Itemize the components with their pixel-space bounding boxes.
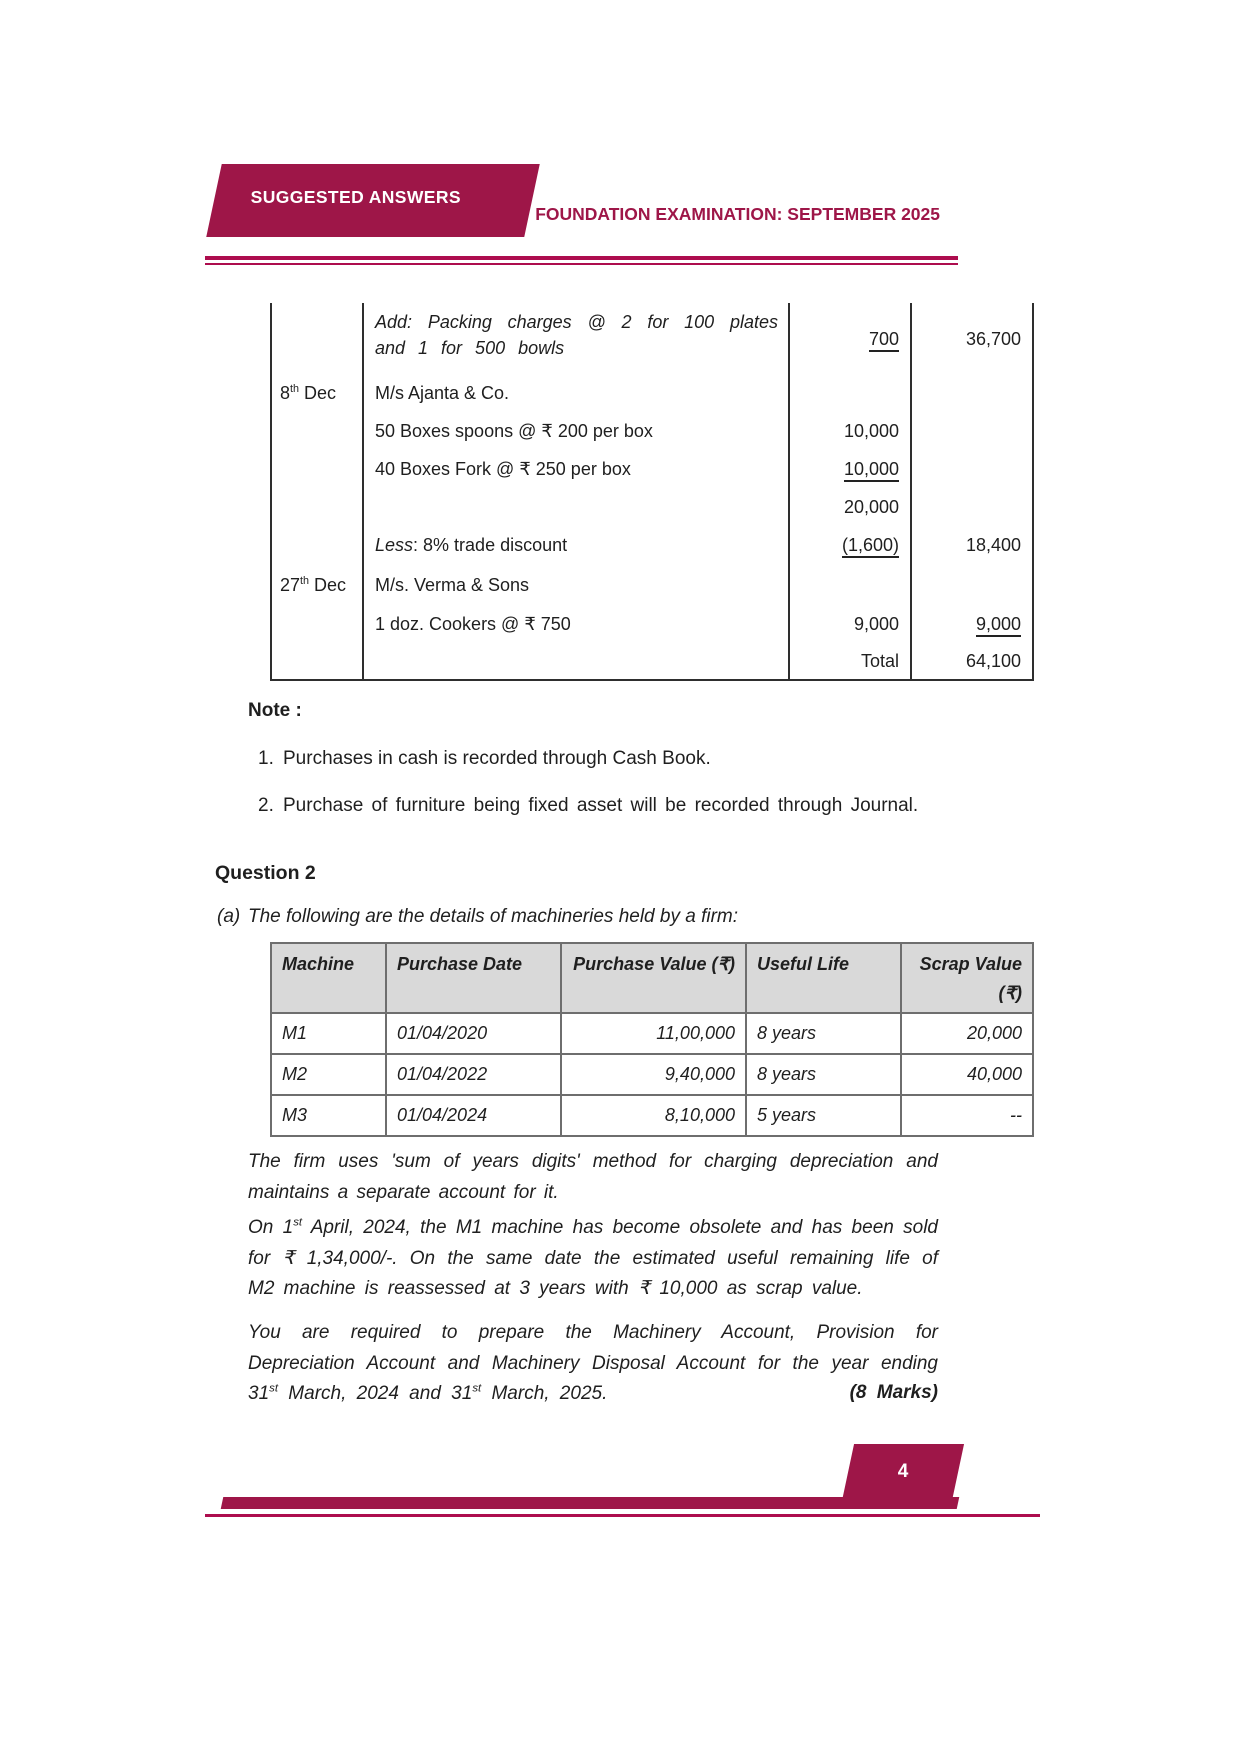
column-header: Purchase Date (386, 943, 561, 1013)
column-header: Useful Life (746, 943, 901, 1013)
scrap-value-cell: -- (901, 1095, 1033, 1136)
useful-life-cell: 5 years (746, 1095, 901, 1136)
particulars-cell: 40 Boxes Fork @ ₹ 250 per box (363, 450, 789, 488)
table-row (271, 1054, 1033, 1095)
particulars-cell: 1 doz. Cookers @ ₹ 750 (363, 605, 789, 643)
amount-underlined: (1,600) (842, 535, 899, 558)
machine-cell: M1 (271, 1013, 386, 1054)
machine-cell: M3 (271, 1095, 386, 1136)
amount-cell: 20,000 (789, 488, 911, 526)
table-row (271, 526, 1033, 565)
table-row (271, 605, 1033, 643)
purchase-date-cell: 01/04/2022 (386, 1054, 561, 1095)
page-number: 4 (897, 1461, 909, 1482)
amount-cell: 9,000 (789, 605, 911, 643)
amount-underlined: 700 (869, 329, 899, 352)
question-part-label: (a) (217, 906, 241, 927)
note-heading: Note : (248, 700, 302, 721)
amount-cell: 10,000 (789, 412, 911, 450)
purchase-value-cell: 9,40,000 (561, 1054, 746, 1095)
footer-bar (221, 1497, 960, 1509)
column-header: Scrap Value (₹) (901, 943, 1033, 1013)
amount-underlined: 9,000 (976, 614, 1021, 637)
paragraph: On 1st April, 2024, the M1 machine has become obsolete and has been sold for ₹ 1,34,000/-. On the same date the estimated useful remaining life of M2 machine is reassessed at 3 years with ₹ 10,000 as scrap value. (248, 1216, 938, 1299)
amount-cell (789, 303, 911, 375)
amount-underlined: 10,000 (844, 459, 899, 482)
total-amount-cell: 64,100 (911, 643, 1033, 680)
particulars-cell: Add: Packing charges @ 2 for 100 plates and 1 for 500 bowls (363, 303, 789, 375)
scrap-value-cell: 20,000 (901, 1013, 1033, 1054)
machine-cell: M2 (271, 1054, 386, 1095)
footer-line (205, 1514, 1040, 1517)
table-row (271, 450, 1033, 488)
purchase-date-cell: 01/04/2024 (386, 1095, 561, 1136)
useful-life-cell: 8 years (746, 1013, 901, 1054)
note-item-text: Purchases in cash is recorded through Cash Book. (283, 748, 711, 769)
exam-title: FOUNDATION EXAMINATION: SEPTEMBER 2025 (535, 204, 940, 224)
scrap-value-cell: 40,000 (901, 1054, 1033, 1095)
amount-cell (789, 450, 911, 488)
table-row (271, 1095, 1033, 1136)
particulars-cell: M/s Ajanta & Co. (363, 375, 789, 412)
paragraph: The firm uses 'sum of years digits' method for charging depreciation and maintains a separate account for it. (248, 1151, 938, 1203)
table-row (271, 412, 1033, 450)
purchase-value-cell: 11,00,000 (561, 1013, 746, 1054)
date-cell: 27th Dec (271, 565, 363, 605)
useful-life-cell: 8 years (746, 1054, 901, 1095)
table-row (271, 488, 1033, 526)
total-label-cell: Total (789, 643, 911, 680)
particulars-cell: M/s. Verma & Sons (363, 565, 789, 605)
column-header: Purchase Value (₹) (561, 943, 746, 1013)
machine-table (270, 942, 1034, 1137)
header-rule-thin (205, 263, 958, 265)
amount-cell (789, 526, 911, 565)
purchase-date-cell: 01/04/2020 (386, 1013, 561, 1054)
particulars-cell: Less: 8% trade discount (363, 526, 789, 565)
question-intro: The following are the details of machineries held by a firm: (248, 906, 739, 927)
table-row (271, 1013, 1033, 1054)
table-row (271, 565, 1033, 605)
column-header: Machine (271, 943, 386, 1013)
amount-cell (911, 605, 1033, 643)
purchase-book-table (270, 303, 1034, 681)
amount-cell: 36,700 (911, 303, 1033, 375)
table-row (271, 375, 1033, 412)
note-item-number: 1. (258, 748, 274, 769)
date-cell: 8th Dec (271, 375, 363, 412)
note-item-text: Purchase of furniture being fixed asset will be recorded through Journal. (283, 795, 919, 816)
header-banner (206, 164, 540, 237)
table-row (271, 303, 1033, 375)
particulars-cell: 50 Boxes spoons @ ₹ 200 per box (363, 412, 789, 450)
page-number-box (842, 1444, 964, 1501)
machine-table-header-row (271, 943, 1033, 1013)
header-rule (205, 256, 958, 265)
paragraph (248, 1318, 938, 1410)
note-item-number: 2. (258, 795, 274, 816)
question-heading: Question 2 (215, 862, 316, 884)
purchase-value-cell: 8,10,000 (561, 1095, 746, 1136)
amount-cell: 18,400 (911, 526, 1033, 565)
marks-label: (8 Marks) (849, 1382, 938, 1403)
paragraph-text: You are required to prepare the Machinery Account, Provision for Depreciation Account and Machinery Disposal Account for the year ending 31st March, 2024 and 31st March, 2025. (248, 1322, 938, 1404)
banner-label: SUGGESTED ANSWERS (250, 187, 461, 207)
table-row (271, 643, 1033, 680)
header-rule-thick (205, 256, 958, 260)
